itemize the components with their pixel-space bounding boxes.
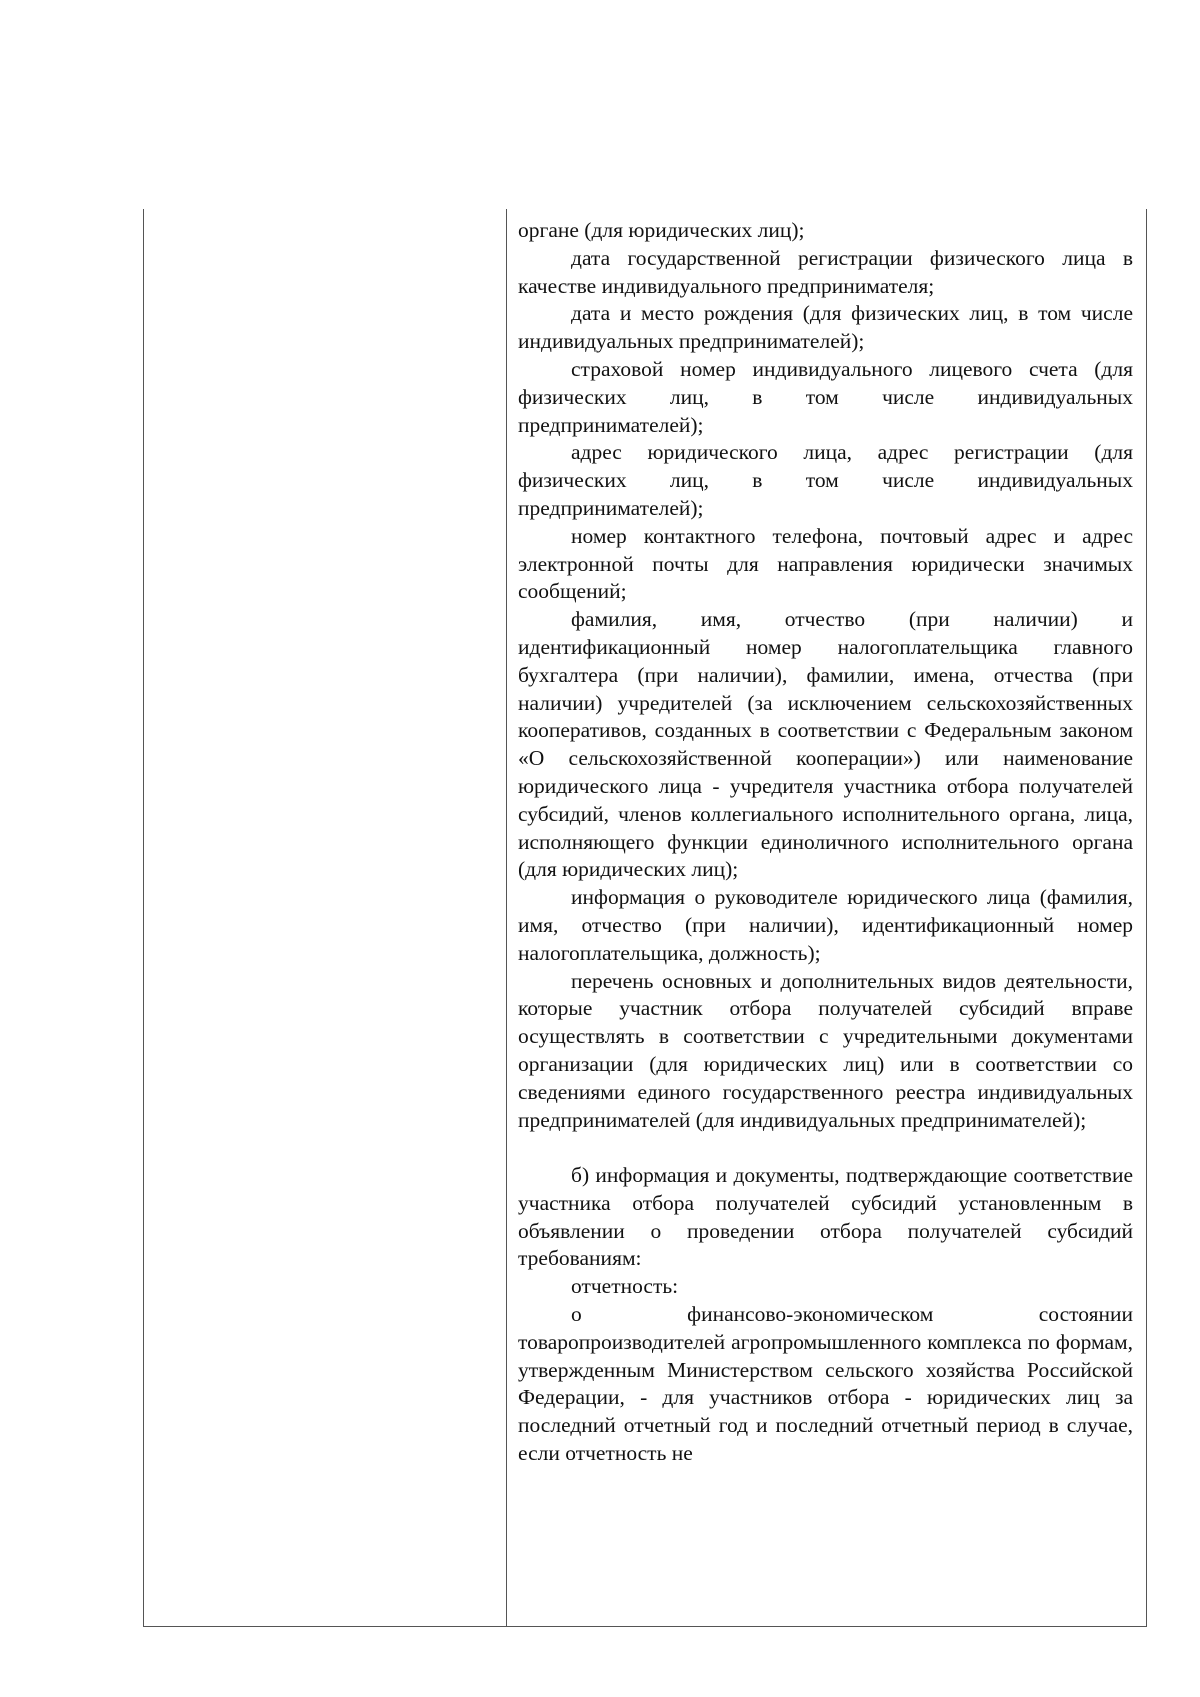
column-divider	[506, 209, 507, 1626]
paragraph-registration-date: дата государственной регистрации физического лица в качестве индивидуального предпринимателя;	[518, 245, 1133, 298]
paragraph-organ: органе (для юридических лиц);	[518, 218, 805, 242]
table-right-cell	[518, 217, 1133, 1468]
paragraph-contacts: номер контактного телефона, почтовый адрес и адрес электронной почты для направления юридически значимых сообщений;	[518, 523, 1133, 604]
paragraph-financial-state: о финансово-экономическом состоянии товаропроизводителей агропромышленного комплекса по формам, утвержденным Министерством сельского хозяйства Российской Федерации, - для участников отбора - юридических лиц за последний отчетный год и последний отчетный период в случае, если отчетность не	[518, 1302, 1133, 1466]
paragraph-director: информация о руководителе юридического лица (фамилия, имя, отчество (при наличии), идентификационный номер налогоплательщика, должность);	[518, 885, 1133, 965]
paragraph-spacer	[518, 1134, 1133, 1162]
paragraph-birth-date: дата и место рождения (для физических лиц, в том числе индивидуальных предпринимателей);	[518, 301, 1133, 354]
table-left-cell	[144, 209, 506, 1626]
paragraph-reporting: отчетность:	[571, 1274, 679, 1299]
paragraph-section-b: б) информация и документы, подтверждающие соответствие участника отбора получателей субсидий установленным в объявлении о проведении отбора получателей субсидий требованиям:	[518, 1163, 1133, 1271]
paragraph-activities: перечень основных и дополнительных видов деятельности, которые участник отбора получателей субсидий вправе осуществлять в соответствии с учредительными документами организации (для юридических лиц) или в соответствии со сведениями единого государственного реестра индивидуальных предпринимателей (для индивидуальных предпринимателей);	[518, 968, 1133, 1132]
paragraph-founders: фамилия, имя, отчество (при наличии) и идентификационный номер налогоплательщика главного бухгалтера (при наличии), фамилии, имена, отчества (при наличии) учредителей (за исключением сельскохозяйственных кооперативов, созданных в соответствии с Федеральным законом «О сельскохозяйственной кооперации») или наименование юридического лица - учредителя участника отбора получателей субсидий, членов коллегиального исполнительного органа, лица, исполняющего функции единоличного исполнительного органа (для юридических лиц);	[518, 607, 1133, 882]
document-table	[143, 209, 1147, 1627]
paragraph-snils: страховой номер индивидуального лицевого счета (для физических лиц, в том числе индивидуальных предпринимателей);	[518, 356, 1133, 437]
paragraph-address: адрес юридического лица, адрес регистрации (для физических лиц, в том числе индивидуальных предпринимателей);	[518, 440, 1133, 520]
